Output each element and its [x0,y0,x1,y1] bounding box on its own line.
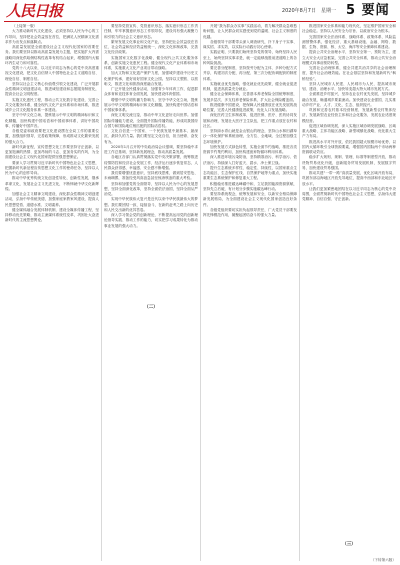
article-paragraph: 实施就业优先战略，强化就业优先政策，健全就业促进机制，促进高质量充分就业。 [203,81,297,91]
article-column-1 [5,24,99,561]
article-paragraph: 推动共建“一带一路”高质量发展，优化区域开放布局，巩固东部沿海地区开放先导地位，提高中西部和东北地区开放水平。 [302,171,396,186]
article-paragraph: 提高公共安全治理水平，坚持安全第一、预防为主，建立大安全大应急框架，完善公共安全体系，推动公共安全治理模式向事前预防转型。 [302,50,396,65]
article-paragraph: 实践证明，只要我们始终坚持党的领导，始终坚持人民至上，始终坚持实事求是，就一定能够战胜前进道路上的各种风险挑战。 [203,50,297,65]
masthead [0,0,400,22]
article-paragraph: （上接第一版） [12,24,38,28]
masthead-rule [4,21,396,22]
article-paragraph: 深入推进环境污染防治，坚持精准治污、科学治污、依法治污，持续深入打好蓝天、碧水、净土保卫战。 [203,155,297,165]
newspaper-logo: 人民日报 [6,2,63,20]
article-paragraph: 各级党组织要切实担负起领导责任，广大党员干部要发挥先锋模范作用，凝聚起团结奋斗的强大力量。 [203,207,297,217]
section-subhead: （三） [342,542,356,547]
article-paragraph: 要完善分配制度，坚持按劳分配为主体、多种分配方式并存，构建初次分配、再分配、第三次分配协调配套的制度体系。 [203,66,297,81]
article-paragraph: 完善社会治理体系，健全共建共治共享的社会治理制度，提升社会治理效能。在社会基层坚持和发展新时代“枫桥经验”。 [302,66,396,81]
article-paragraph: 坚持人民城市人民建、人民城市为人民，提高城市规划、建设、治理水平，加快转变超大特大城市发展方式。 [302,81,396,91]
article-paragraph: 推进高水平对外开放，依托我国超大规模市场优势，以国内大循环吸引全球资源要素，增强国内国际两个市场两种资源联动效应。 [302,139,396,154]
continued-note: （下转第六版） [370,558,396,562]
column-divider [200,24,201,561]
article-paragraph: 我们要增强忧患意识，坚持底线思维，做到居安思危、未雨绸缪，准备经受风高浪急甚至惊涛骇浪的重大考验。 [104,171,198,181]
article-paragraph: 完善国家安全法治体系、战略体系、政策体系、风险监测预警体系，强化经济、重大基础设施、金融、网络、数据、生物、资源、核、太空、海洋等安全保障体系建设。 [302,34,396,49]
article-paragraph: 推进健康中国建设，把保障人民健康放在优先发展的战略位置，完善人民健康促进政策，优化人口发展战略。 [203,102,297,112]
article-paragraph: 坚守中华文化立场，提炼展示中华文明的精神标识和文化精髓，加快构建中国话语和中国叙事体系，讲好中国故事、传播好中国声音。 [5,113,99,128]
article-paragraph: 加快发展方式绿色转型，实施全面节约战略，推进各类资源节约集约利用，加快构建废弃物循环利用体系。 [203,144,297,154]
article-paragraph: 深入学习领会党的创新理论，不断提高运用党的创新理论指导实践、推动工作的能力，切实把学习成果转化为推动事业发展的强大动力。 [104,213,198,228]
article-paragraph: 提升生态系统多样性、稳定性、持续性，以国家重点生态功能区、生态保护红线、自然保护地等为重点，加快实施重要生态系统保护和修复重大工程。 [203,165,297,181]
article-paragraph: 深化医药卫生体制改革，促进医保、医疗、医药协同发展和治理，发展壮大医疗卫生队伍，把工作重点放在农村和社区。 [203,113,297,128]
article-paragraph: 实现中华民族伟大复兴是近代以来中华民族最伟大的梦想。我们要团结一致、接续奋斗，在新的赶考之路上向历史和人民交出新的优异答卷。 [104,197,198,212]
article-paragraph: 坚持以社会主义核心价值观引领文化建设，广泛开展群众性精神文明创建活动，推进诚信建设和志愿服务制度化，提高全社会文明程度。 [5,81,99,97]
article-paragraph: 各级领导干部要带头深入调查研究，扑下身子干实事、谋实招、求实效，以实际行动践行初心使命。 [203,39,297,49]
article-paragraph: 促进区域协调发展，深入实施区域协调发展战略、区域重大战略、主体功能区战略、新型城镇化战略，优化重大生产力布局。 [302,123,396,139]
article-paragraph: 繁荣发展文化事业和文化产业，坚持把社会效益放在首位、社会效益和经济效益相统一，深化文化体制改革，完善文化经济政策。 [104,39,198,55]
section-title: 5 要闻 [346,3,390,18]
article-paragraph: 推动中华优秀传统文化创造性转化、创新性发展，继承革命文化，发展社会主义先进文化，不断铸就中华文化新辉煌。 [5,176,99,191]
article-paragraph: 2020年1月召开的中央政治局会议强调，要坚持稳中求进工作总基调，坚持新发展理念，推动高质量发展。 [104,144,198,154]
article-paragraph: 实施国家文化数字化战略，健全现代公共文化服务体系，创新实施文化惠民工程。健全现代文化产业体系和市场体系，实施重大文化产业项目带动战略。 [104,55,198,70]
article-paragraph: 全面推进乡村振兴，坚持农业农村优先发展，坚持城乡融合发展，畅通城乡要素流动。加快建设农业强国，扎实推动乡村产业、人才、文化、生态、组织振兴。 [302,92,396,107]
article-paragraph: 健全社会保障体系，完善基本养老保险全国统筹制度，发展多层次、多支柱养老保险体系，扩大社会保险覆盖面。 [203,92,297,102]
article-paragraph: 要坚持系统观念，统筹发展和安全，以新安全格局保障新发展格局，为全面建设社会主义现代化国家创造良好条件。 [203,192,297,207]
article-paragraph: 让我们更加紧密地团结在以习近平同志为核心的党中央周围，全面贯彻新时代中国特色社会主义思想，弘扬伟大建党精神，自信自强、守正创新。 [302,186,396,202]
article-column-3 [203,24,297,561]
article-paragraph: 新时代新征程，宣传思想文化工作要坚持守正创新，以更加饱满的热情、更加昂扬的斗志、更加务实的作风，为全面建设社会主义现代化国家提供坚强思想保证。 [5,144,99,160]
article-column-4 [302,24,396,561]
issue-date: 2020年8月7日 星期一 [281,8,336,14]
article-paragraph: 稳步扩大规则、规制、管理、标准等制度型开放，推动货物贸易优化升级，创新服务贸易发展机制，发展数字贸易，加快建设贸易强国。 [302,155,396,170]
column-divider [299,24,300,561]
article-paragraph: 实施文化惠民工程，推动公共文化数字化建设，完善公共文化服务体系，健全现代文化产业体系和市场体系，推进城乡公共文化服务体系一体建设。 [5,97,99,112]
article-paragraph: 巩固和完善农村基本经营制度，发展新型农村集体经济，发展新型农业经营主体和社会化服务，发展农业适度规模经营。 [302,108,396,123]
article-paragraph: 党的十八大以来，以习近平同志为核心的党中央高度重视文化建设，把文化自信纳入中国特色社会主义道路自信、理论自信、制度自信。 [5,66,99,81]
article-paragraph: 深化文明交流互鉴，推动中华文化更好走向世界。加强国际传播能力建设，全面提升国际传播效能，形成同我国综合国力和国际地位相匹配的国际话语权。 [104,113,198,128]
article-paragraph: 各级党委和政府要把文化建设摆在全局工作的重要位置，加强组织领导，完善政策保障，形成推动文化繁荣发展的强大合力。 [5,129,99,144]
article-paragraph: 各地区各部门认真贯彻落实党中央决策部署，统筹推进疫情防控和经济社会发展工作，经济运行逐步恢复常态，人民群众获得感、幸福感、安全感不断增强。 [104,155,198,170]
article-paragraph: 加强社会主义精神文明建设，深化群众性精神文明创建活动，弘扬中华传统美德，加强家庭家教家风建设，提高人民思想觉悟、道德水准、文明素养。 [5,192,99,207]
article-paragraph: 积极稳妥推进碳达峰碳中和，立足我国能源资源禀赋，坚持先立后破，有计划分步骤实施碳达峰行动。 [203,181,297,191]
article-paragraph: 要坚持党管宣传、党管意识形态，落实意识形态工作责任制，牢牢掌握意识形态工作领导权，建设具有强大凝聚力和引领力的社会主义意识形态。 [104,24,198,39]
article-paragraph: 文化自信是一个国家、一个民族发展中最基本、最深沉、最持久的力量。我们要坚定文化自信，担当使命、奋发有为。 [104,129,198,144]
article-column-2 [104,24,198,561]
article-paragraph: 高质量发展是全面建设社会主义现代化国家的首要任务。我们要坚持以推动高质量发展为主题，把实施扩大内需战略同深化供给侧结构性改革有机结合起来，增强国内大循环内生动力和可靠性。 [5,45,99,65]
section-subhead: （二） [144,305,158,310]
article-paragraph: 推进国家安全体系和能力现代化，坚定维护国家安全和社会稳定。坚持以人民安全为宗旨、以政治安全为根本。 [302,24,396,34]
article-paragraph: 要深入学习贯彻习近平新时代中国特色社会主义思想，把握新时代新征程宣传思想文化工作的使命任务，坚持以人民为中心的创作导向。 [5,160,99,175]
article-paragraph: 坚持绿水青山就是金山银山的理念，坚持山水林田湖草沙一体化保护和系统治理，全方位、全地域、全过程加强生态环境保护。 [203,129,297,144]
article-paragraph: 大力推动新时代文化建设，必须坚持以人民为中心的工作导向，坚持把社会效益放在首位，把满足人民精神文化需求作为出发点和落脚点。 [5,29,99,44]
article-paragraph: 加大文物和文化遗产保护力度，加强城乡建设中历史文化保护传承，建好用好国家文化公园。坚持以文塑旅、以旅彰文，推进文化和旅游深度融合发展。 [104,71,198,86]
article-paragraph: 广泛开展全民健身活动，加强青少年体育工作，促进群众体育和竞技体育全面发展，加快建设体育强国。 [104,87,198,97]
article-paragraph: 增强中华文明传播力影响力，坚守中华文化立场，提炼展示中华文明的精神标识和文化精髓，加快构建中国话语和中国叙事体系。 [104,97,198,112]
column-divider [101,24,102,561]
article-paragraph: 坚持和加强党的全面领导，坚持以人民为中心的发展思想，坚持全面深化改革，坚持全面依法治国，坚持全面从严治党。 [104,181,198,196]
article-paragraph: 健全媒体融合发展体制机制，建设全媒体传播工程，坚持移动优先策略，推动主流媒体系统性变革，巩固壮大奋进新时代的主流思想舆论。 [5,207,99,223]
article-paragraph: 开展“我为群众办实事”实践活动，着力解决群众急难愁盼问题，让人民群众切实感受到党的温暖、社会主义制度的优越。 [203,24,297,39]
